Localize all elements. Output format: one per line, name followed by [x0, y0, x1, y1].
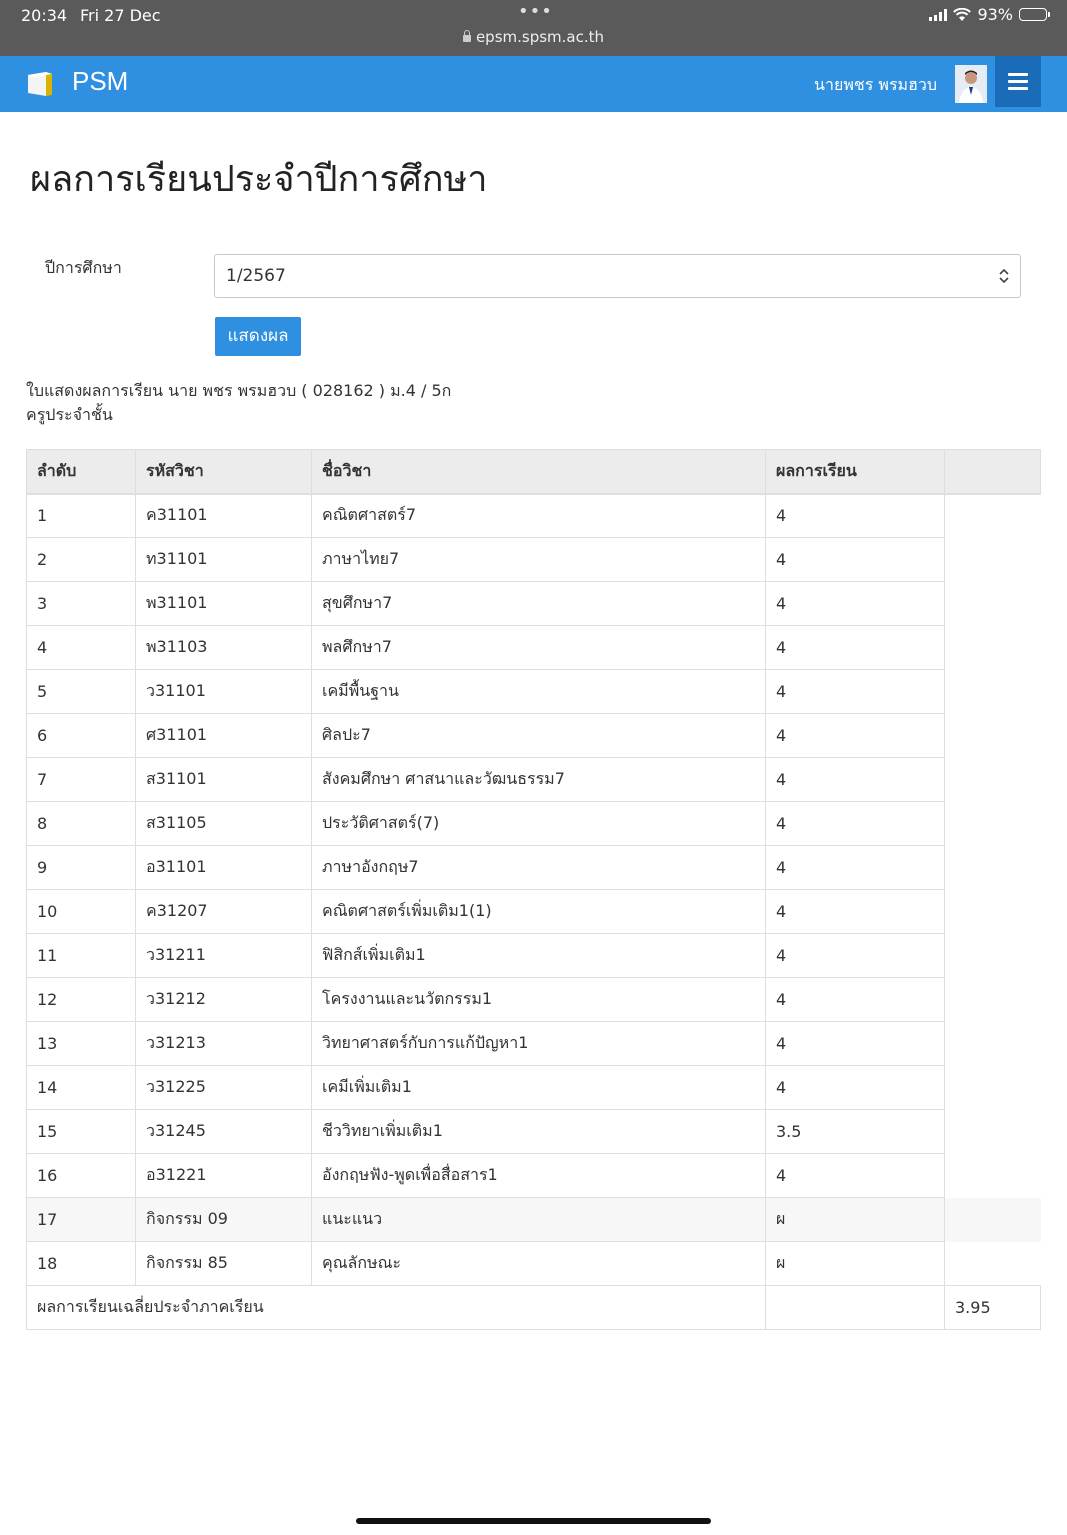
- table-row: [27, 846, 1041, 890]
- wifi-icon: [953, 8, 971, 22]
- table-header-row: [27, 450, 1041, 494]
- row-code: กิจกรรม 09: [136, 1198, 312, 1242]
- row-spacer: [945, 538, 1041, 582]
- table-row: [27, 758, 1041, 802]
- row-spacer: [945, 626, 1041, 670]
- row-spacer: [945, 846, 1041, 890]
- summary-empty: [766, 1286, 945, 1330]
- row-name: วิทยาศาสตร์กับการแก้ปัญหา1: [312, 1022, 766, 1066]
- row-spacer: [945, 494, 1041, 538]
- address-bar[interactable]: [0, 28, 1067, 46]
- row-grade: 4: [766, 1066, 945, 1110]
- row-grade: 3.5: [766, 1110, 945, 1154]
- row-spacer: [945, 934, 1041, 978]
- avatar[interactable]: [955, 65, 987, 103]
- row-grade: 4: [766, 934, 945, 978]
- table-row: [27, 890, 1041, 934]
- row-grade: 4: [766, 758, 945, 802]
- row-no: 11: [27, 934, 136, 978]
- row-code: อ31101: [136, 846, 312, 890]
- row-spacer: [945, 802, 1041, 846]
- row-name: คุณลักษณะ: [312, 1242, 766, 1286]
- row-code: ศ31101: [136, 714, 312, 758]
- row-no: 3: [27, 582, 136, 626]
- row-code: กิจกรรม 85: [136, 1242, 312, 1286]
- row-grade: 4: [766, 802, 945, 846]
- row-name: แนะแนว: [312, 1198, 766, 1242]
- row-grade: 4: [766, 494, 945, 538]
- row-no: 18: [27, 1242, 136, 1286]
- summary-row: [27, 1286, 1041, 1330]
- row-code: อ31221: [136, 1154, 312, 1198]
- header-spacer: [945, 450, 1041, 494]
- show-results-button[interactable]: แสดงผล: [215, 317, 301, 356]
- header-code: รหัสวิชา: [136, 450, 312, 494]
- table-row: [27, 1066, 1041, 1110]
- row-name: คณิตศาสตร์เพิ่มเติม1(1): [312, 890, 766, 934]
- status-time: 20:34: [21, 6, 68, 25]
- table-row: [27, 1110, 1041, 1154]
- row-grade: ผ: [766, 1242, 945, 1286]
- row-spacer: [945, 1154, 1041, 1198]
- row-name: เคมีพื้นฐาน: [312, 670, 766, 714]
- row-code: ค31101: [136, 494, 312, 538]
- row-code: พ31101: [136, 582, 312, 626]
- row-name: ภาษาไทย7: [312, 538, 766, 582]
- table-row: [27, 714, 1041, 758]
- row-spacer: [945, 582, 1041, 626]
- row-grade: 4: [766, 846, 945, 890]
- row-spacer: [945, 670, 1041, 714]
- row-no: 17: [27, 1198, 136, 1242]
- year-label: ปีการศึกษา: [45, 258, 122, 277]
- signal-icon: [929, 9, 947, 21]
- url-text: epsm.spsm.ac.th: [475, 28, 605, 46]
- row-no: 9: [27, 846, 136, 890]
- row-grade: 4: [766, 670, 945, 714]
- row-no: 5: [27, 670, 136, 714]
- row-spacer: [945, 890, 1041, 934]
- row-grade: 4: [766, 1154, 945, 1198]
- header-grade: ผลการเรียน: [766, 450, 945, 494]
- row-no: 16: [27, 1154, 136, 1198]
- row-name: สังคมศึกษา ศาสนาและวัฒนธรรม7: [312, 758, 766, 802]
- row-spacer: [945, 758, 1041, 802]
- row-name: ชีววิทยาเพิ่มเติม1: [312, 1110, 766, 1154]
- report-header: ใบแสดงผลการเรียน นาย พชร พรมฮวบ ( 028162 ) ม.4 / 5ก: [26, 381, 452, 400]
- select-chevron-icon: [998, 267, 1010, 285]
- row-code: ว31225: [136, 1066, 312, 1110]
- table-row: [27, 1022, 1041, 1066]
- user-name[interactable]: นายพชร พรมฮวบ: [814, 75, 937, 94]
- table-row: [27, 670, 1041, 714]
- battery-icon: [1019, 8, 1047, 21]
- table-row: [27, 978, 1041, 1022]
- table-row: [27, 1198, 1041, 1242]
- row-grade: 4: [766, 714, 945, 758]
- status-bar: [0, 0, 1067, 56]
- row-name: อังกฤษฟัง-พูดเพื่อสื่อสาร1: [312, 1154, 766, 1198]
- row-grade: 4: [766, 1022, 945, 1066]
- menu-button[interactable]: [995, 56, 1041, 107]
- table-row: [27, 802, 1041, 846]
- row-code: ว31211: [136, 934, 312, 978]
- header-no: ลำดับ: [27, 450, 136, 494]
- table-row: [27, 1242, 1041, 1286]
- psm-logo-icon[interactable]: [26, 69, 56, 99]
- row-name: ศิลปะ7: [312, 714, 766, 758]
- row-no: 14: [27, 1066, 136, 1110]
- row-grade: 4: [766, 890, 945, 934]
- row-code: ว31212: [136, 978, 312, 1022]
- row-spacer: [945, 978, 1041, 1022]
- row-spacer: [945, 1110, 1041, 1154]
- grades-table: [26, 449, 1041, 1330]
- homeroom-teacher: ครูประจำชั้น: [26, 405, 113, 424]
- row-grade: ผ: [766, 1198, 945, 1242]
- row-code: ส31101: [136, 758, 312, 802]
- row-code: ว31101: [136, 670, 312, 714]
- top-navbar: [0, 56, 1067, 112]
- table-row: [27, 626, 1041, 670]
- row-spacer: [945, 1022, 1041, 1066]
- row-grade: 4: [766, 626, 945, 670]
- row-code: ว31213: [136, 1022, 312, 1066]
- row-no: 10: [27, 890, 136, 934]
- row-grade: 4: [766, 978, 945, 1022]
- header-name: ชื่อวิชา: [312, 450, 766, 494]
- row-code: ส31105: [136, 802, 312, 846]
- status-indicators: [929, 5, 1047, 24]
- row-no: 6: [27, 714, 136, 758]
- row-no: 13: [27, 1022, 136, 1066]
- row-name: ฟิสิกส์เพิ่มเติม1: [312, 934, 766, 978]
- year-select-value: 1/2567: [226, 266, 286, 286]
- row-spacer: [945, 714, 1041, 758]
- table-row: [27, 1154, 1041, 1198]
- battery-percent: 93%: [977, 5, 1013, 24]
- row-no: 7: [27, 758, 136, 802]
- home-indicator[interactable]: [356, 1518, 711, 1524]
- year-select[interactable]: [214, 254, 1021, 298]
- more-dots-icon[interactable]: •••: [518, 1, 553, 22]
- lock-icon: [463, 35, 471, 42]
- table-row: [27, 538, 1041, 582]
- row-name: ภาษาอังกฤษ7: [312, 846, 766, 890]
- row-name: เคมีเพิ่มเติม1: [312, 1066, 766, 1110]
- row-code: พ31103: [136, 626, 312, 670]
- row-no: 12: [27, 978, 136, 1022]
- row-name: พลศึกษา7: [312, 626, 766, 670]
- row-grade: 4: [766, 582, 945, 626]
- status-date: Fri 27 Dec: [80, 6, 161, 25]
- summary-label: ผลการเรียนเฉลี่ยประจำภาคเรียน: [27, 1286, 766, 1330]
- row-code: ท31101: [136, 538, 312, 582]
- page-title: ผลการเรียนประจำปีการศึกษา: [30, 159, 488, 200]
- table-row: [27, 494, 1041, 538]
- row-code: ค31207: [136, 890, 312, 934]
- row-code: ว31245: [136, 1110, 312, 1154]
- row-no: 15: [27, 1110, 136, 1154]
- row-name: โครงงานและนวัตกรรม1: [312, 978, 766, 1022]
- table-row: [27, 934, 1041, 978]
- row-grade: 4: [766, 538, 945, 582]
- row-name: สุขศึกษา7: [312, 582, 766, 626]
- row-no: 2: [27, 538, 136, 582]
- table-row: [27, 582, 1041, 626]
- row-no: 8: [27, 802, 136, 846]
- row-name: ประวัติศาสตร์(7): [312, 802, 766, 846]
- row-no: 1: [27, 494, 136, 538]
- row-spacer: [945, 1242, 1041, 1286]
- summary-gpa: 3.95: [945, 1286, 1041, 1330]
- row-no: 4: [27, 626, 136, 670]
- row-spacer: [945, 1066, 1041, 1110]
- row-name: คณิตศาสตร์7: [312, 494, 766, 538]
- row-spacer: [945, 1198, 1041, 1242]
- brand-name[interactable]: PSM: [72, 66, 129, 96]
